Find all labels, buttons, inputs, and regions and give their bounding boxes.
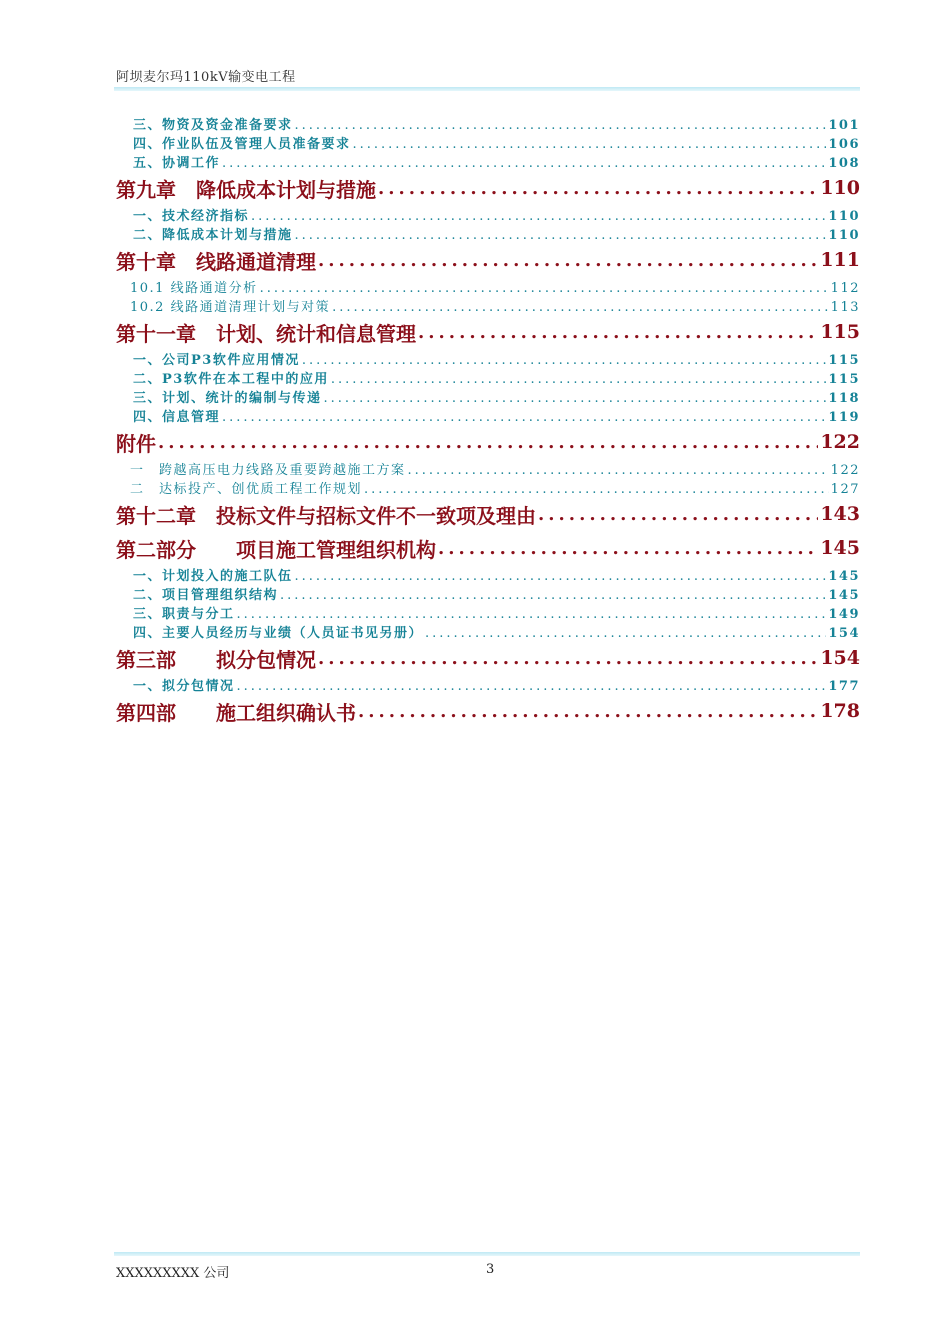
- toc-entry-page: 118: [828, 391, 860, 406]
- toc-leader-dots: [331, 372, 827, 387]
- toc-entry-page: 110: [828, 209, 860, 224]
- toc-entry-page: 122: [830, 463, 860, 478]
- toc-entry-page: 154: [820, 647, 860, 669]
- toc-entry-page: 101: [828, 118, 860, 133]
- toc-entry-title: 四、信息管理: [133, 410, 221, 425]
- footer-company: XXXXXXXXX 公司: [116, 1266, 230, 1281]
- toc-entry-page: 110: [820, 177, 860, 199]
- toc-entry-title: 一、技术经济指标: [133, 209, 250, 224]
- toc-section-entry[interactable]: [116, 584, 860, 603]
- toc-entry-title: 二、降低成本计划与措施: [133, 228, 293, 243]
- toc-section-entry[interactable]: [116, 133, 860, 152]
- toc-entry-title: 一、计划投入的施工队伍: [133, 569, 293, 584]
- toc-leader-dots: [538, 504, 818, 525]
- toc-leader-dots: [358, 701, 818, 722]
- toc-chapter-entry[interactable]: [116, 641, 860, 675]
- toc-leader-dots: [378, 178, 818, 199]
- toc-entry-title: 四、主要人员经历与业绩（人员证书见另册）: [133, 626, 424, 641]
- toc-entry-page: 143: [820, 503, 860, 525]
- toc-leader-dots: [318, 648, 818, 669]
- toc-entry-title: 10.2 线路通道清理计划与对策: [130, 300, 331, 315]
- toc-entry-title: 第十章 线路通道清理: [116, 249, 316, 274]
- toc-entry-title: 第三部 拟分包情况: [116, 647, 316, 672]
- toc-leader-dots: [295, 228, 827, 243]
- toc-leader-dots: [222, 156, 826, 171]
- toc-entry-title: 二 达标投产、创优质工程工作规划: [130, 482, 363, 497]
- toc-entry-page: 108: [828, 156, 860, 171]
- toc-entry-title: 第十一章 计划、统计和信息管理: [116, 321, 416, 346]
- toc-leader-dots: [425, 626, 826, 641]
- toc-entry-page: 145: [828, 569, 860, 584]
- toc-leader-dots: [260, 281, 829, 296]
- toc-entry-page: 122: [820, 431, 860, 453]
- toc-entry-title: 10.1 线路通道分析: [130, 281, 258, 296]
- toc-entry-page: 177: [828, 679, 860, 694]
- toc-entry-page: 106: [828, 137, 860, 152]
- toc-leader-dots: [237, 679, 827, 694]
- toc-chapter-entry[interactable]: [116, 694, 860, 728]
- toc-entry-page: 145: [828, 588, 860, 603]
- toc-entry-title: 五、协调工作: [133, 156, 221, 171]
- toc-leader-dots: [353, 137, 827, 152]
- toc-section-entry[interactable]: [116, 277, 860, 296]
- toc-section-entry[interactable]: [116, 387, 860, 406]
- toc-entry-title: 一、公司P3软件应用情况: [133, 353, 300, 368]
- toc-leader-dots: [158, 432, 818, 453]
- toc-leader-dots: [318, 250, 818, 271]
- toc-entry-title: 一、拟分包情况: [133, 679, 235, 694]
- toc-leader-dots: [418, 322, 818, 343]
- toc-entry-title: 第十二章 投标文件与招标文件不一致项及理由: [116, 503, 536, 528]
- toc-leader-dots: [237, 607, 827, 622]
- toc-entry-title: 二、项目管理组织结构: [133, 588, 279, 603]
- toc-leader-dots: [332, 300, 829, 315]
- toc-section-entry[interactable]: [116, 603, 860, 622]
- toc-chapter-entry[interactable]: [116, 315, 860, 349]
- toc-chapter-entry[interactable]: [116, 243, 860, 277]
- toc-entry-title: 三、计划、统计的编制与传递: [133, 391, 322, 406]
- toc-section-entry[interactable]: [116, 205, 860, 224]
- toc-leader-dots: [222, 410, 826, 425]
- toc-section-entry[interactable]: [116, 114, 860, 133]
- toc-leader-dots: [280, 588, 826, 603]
- footer-page-number: 3: [486, 1262, 495, 1277]
- toc-entry-title: 三、职责与分工: [133, 607, 235, 622]
- toc-section-entry[interactable]: [116, 296, 860, 315]
- toc-leader-dots: [408, 463, 829, 478]
- table-of-contents: [116, 114, 860, 728]
- toc-section-entry[interactable]: [116, 406, 860, 425]
- toc-entry-page: 115: [828, 353, 860, 368]
- toc-entry-title: 四、作业队伍及管理人员准备要求: [133, 137, 351, 152]
- toc-entry-page: 112: [830, 281, 860, 296]
- toc-section-entry[interactable]: [116, 368, 860, 387]
- toc-entry-page: 115: [820, 321, 860, 343]
- header-divider: [114, 87, 860, 91]
- toc-leader-dots: [251, 209, 826, 224]
- toc-entry-title: 第二部分 项目施工管理组织机构: [116, 537, 436, 562]
- toc-section-entry[interactable]: [116, 565, 860, 584]
- toc-leader-dots: [438, 538, 818, 559]
- toc-entry-page: 113: [830, 300, 860, 315]
- toc-leader-dots: [324, 391, 827, 406]
- toc-entry-page: 127: [830, 482, 860, 497]
- toc-entry-title: 二、P3软件在本工程中的应用: [133, 372, 329, 387]
- toc-leader-dots: [364, 482, 829, 497]
- toc-entry-page: 178: [820, 700, 860, 722]
- toc-entry-title: 一 跨越高压电力线路及重要跨越施工方案: [130, 463, 406, 478]
- document-header-title: 阿坝麦尔玛110kV输变电工程: [116, 70, 296, 85]
- toc-leader-dots: [295, 118, 827, 133]
- toc-entry-page: 154: [828, 626, 860, 641]
- toc-chapter-entry[interactable]: [116, 171, 860, 205]
- toc-leader-dots: [302, 353, 827, 368]
- toc-section-entry[interactable]: [116, 675, 860, 694]
- toc-entry-title: 第九章 降低成本计划与措施: [116, 177, 376, 202]
- toc-section-entry[interactable]: [116, 224, 860, 243]
- toc-entry-page: 111: [820, 249, 860, 271]
- toc-entry-page: 145: [820, 537, 860, 559]
- toc-entry-page: 119: [828, 410, 860, 425]
- toc-entry-page: 110: [828, 228, 860, 243]
- footer-divider: [114, 1252, 860, 1256]
- toc-entry-title: 第四部 施工组织确认书: [116, 700, 356, 725]
- toc-leader-dots: [295, 569, 827, 584]
- toc-section-entry[interactable]: [116, 478, 860, 497]
- toc-section-entry[interactable]: [116, 152, 860, 171]
- toc-chapter-entry[interactable]: [116, 531, 860, 565]
- toc-section-entry[interactable]: [116, 622, 860, 641]
- toc-entry-page: 115: [828, 372, 860, 387]
- toc-chapter-entry[interactable]: [116, 497, 860, 531]
- toc-entry-title: 三、物资及资金准备要求: [133, 118, 293, 133]
- toc-section-entry[interactable]: [116, 459, 860, 478]
- toc-chapter-entry[interactable]: [116, 425, 860, 459]
- toc-entry-page: 149: [828, 607, 860, 622]
- toc-entry-title: 附件: [116, 431, 156, 456]
- toc-section-entry[interactable]: [116, 349, 860, 368]
